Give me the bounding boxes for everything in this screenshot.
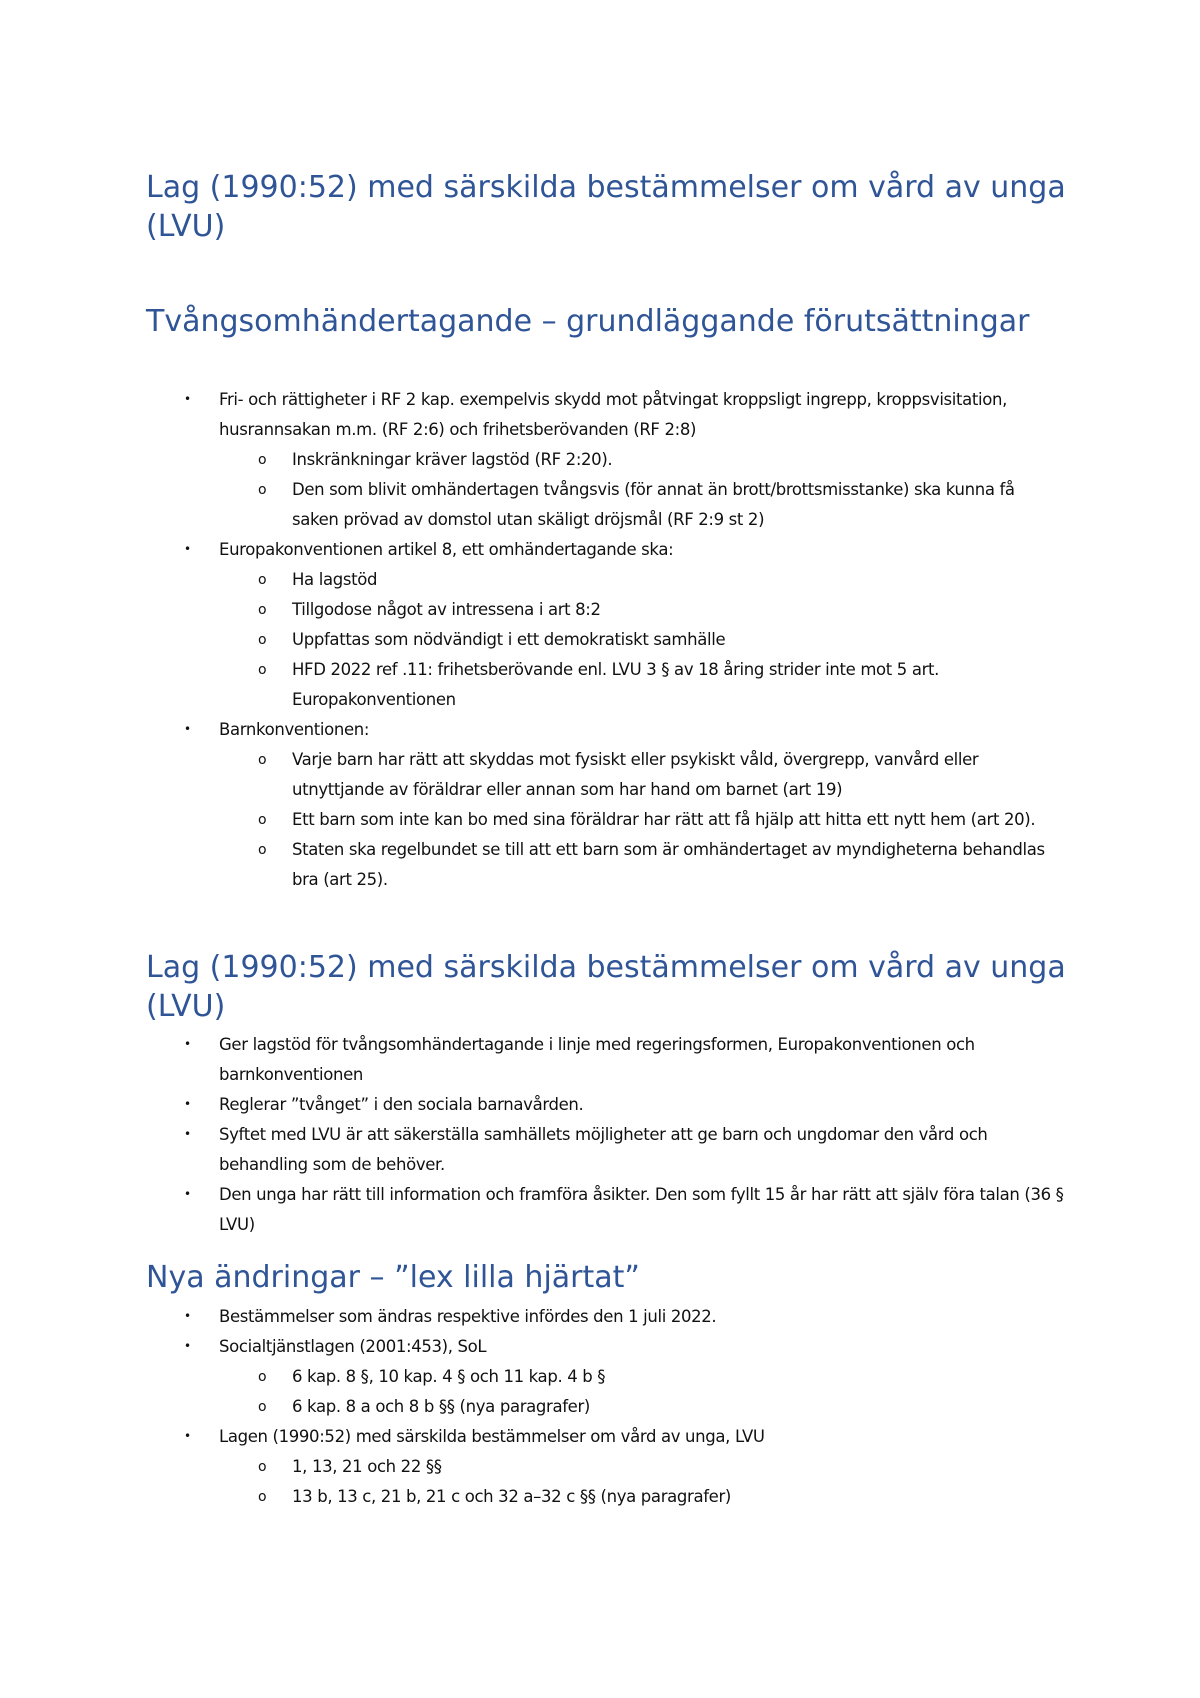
list-item-text: Fri- och rättigheter i RF 2 kap. exempelvis skydd mot påtvingat kroppsligt ingrepp, kroppsvisitation, husrannsakan m.m. (RF 2:6) och frihetsberövanden (RF 2:8) (219, 390, 1008, 439)
list-lvu (0, 1030, 1200, 1240)
list-item (0, 1030, 1069, 1090)
list-item (0, 655, 1062, 715)
list-item-text: Barnkonventionen: (219, 720, 370, 739)
list-item-text: Reglerar ”tvånget” i den sociala barnavården. (219, 1095, 584, 1114)
sub-bullet-icon: o (258, 662, 267, 678)
bullet-icon: • (184, 1097, 191, 1111)
list-item-text: 6 kap. 8 §, 10 kap. 4 § och 11 kap. 4 b § (292, 1367, 606, 1386)
list-item-text: Lagen (1990:52) med särskilda bestämmelser om vård av unga, LVU (219, 1427, 765, 1446)
bullet-icon: • (184, 1187, 191, 1201)
sub-bullet-icon: o (258, 1459, 267, 1475)
list-item (0, 1090, 1069, 1120)
bullet-icon: • (184, 722, 191, 736)
list-item-text: Ger lagstöd för tvångsomhändertagande i linje med regeringsformen, Europakonventionen och barnkonventionen (219, 1035, 975, 1084)
list-item (0, 1302, 1069, 1332)
list-item (0, 1120, 1069, 1180)
heading-nya-andringar: Nya ändringar – ”lex lilla hjärtat” (146, 1260, 640, 1295)
list-item-text: Ett barn som inte kan bo med sina föräldrar har rätt att få hjälp att hitta ett nytt hem (art 20). (292, 810, 1036, 829)
sub-bullet-icon: o (258, 602, 267, 618)
list-item (0, 1362, 1062, 1392)
sub-bullet-icon: o (258, 572, 267, 588)
list-item-text: Staten ska regelbundet se till att ett barn som är omhändertaget av myndigheterna behandlas bra (art 25). (292, 840, 1045, 889)
list-item (0, 445, 1062, 475)
list-item (0, 835, 1062, 895)
list-item (0, 475, 1062, 535)
list-item-text: Syftet med LVU är att säkerställa samhällets möjligheter att ge barn och ungdomar den vård och behandling som de behöver. (219, 1125, 988, 1174)
list-item-text: Socialtjänstlagen (2001:453), SoL (219, 1337, 487, 1356)
list-item-text: 13 b, 13 c, 21 b, 21 c och 32 a–32 c §§ (nya paragrafer) (292, 1487, 731, 1506)
bullet-icon: • (184, 1127, 191, 1141)
list-item-text: Tillgodose något av intressena i art 8:2 (292, 600, 601, 619)
list-item (0, 535, 1069, 565)
sub-bullet-icon: o (258, 452, 267, 468)
list-item (0, 595, 1062, 625)
list-item-text: 1, 13, 21 och 22 §§ (292, 1457, 442, 1476)
list-item (0, 715, 1069, 745)
sub-bullet-icon: o (258, 842, 267, 858)
list-item (0, 625, 1062, 655)
list-item-text: Ha lagstöd (292, 570, 378, 589)
bullet-icon: • (184, 1339, 191, 1353)
list-item (0, 1482, 1062, 1512)
list-item-text: 6 kap. 8 a och 8 b §§ (nya paragrafer) (292, 1397, 591, 1416)
list-item (0, 1180, 1069, 1240)
bullet-icon: • (184, 1429, 191, 1443)
sub-bullet-icon: o (258, 752, 267, 768)
list-item (0, 1392, 1062, 1422)
list-item-text: Uppfattas som nödvändigt i ett demokratiskt samhälle (292, 630, 726, 649)
sub-bullet-icon: o (258, 632, 267, 648)
list-item (0, 745, 1062, 805)
sub-bullet-icon: o (258, 812, 267, 828)
list-item-text: Bestämmelser som ändras respektive infördes den 1 juli 2022. (219, 1307, 717, 1326)
sub-bullet-icon: o (258, 482, 267, 498)
heading-grundlaggande: Tvångsomhändertagande – grundläggande förutsättningar (146, 304, 1030, 339)
heading-lvu-title: Lag (1990:52) med särskilda bestämmelser om vård av unga (LVU) (146, 170, 1066, 244)
list-item (0, 385, 1069, 445)
list-item (0, 805, 1062, 835)
sub-bullet-icon: o (258, 1369, 267, 1385)
bullet-icon: • (184, 542, 191, 556)
list-item (0, 565, 1062, 595)
sub-bullet-icon: o (258, 1489, 267, 1505)
list-nya-andringar (0, 1302, 1200, 1512)
list-item (0, 1422, 1069, 1452)
list-item (0, 1452, 1062, 1482)
list-item-text: Europakonventionen artikel 8, ett omhändertagande ska: (219, 540, 674, 559)
list-item-text: HFD 2022 ref .11: frihetsberövande enl. LVU 3 § av 18 åring strider inte mot 5 art. Europakonventionen (292, 660, 940, 709)
list-item-text: Inskränkningar kräver lagstöd (RF 2:20). (292, 450, 613, 469)
list-item-text: Varje barn har rätt att skyddas mot fysiskt eller psykiskt våld, övergrepp, vanvård eller utnyttjande av föräldrar eller annan som har hand om barnet (art 19) (292, 750, 979, 799)
list-item (0, 1332, 1069, 1362)
heading-lvu-section: Lag (1990:52) med särskilda bestämmelser om vård av unga (LVU) (146, 950, 1066, 1024)
bullet-icon: • (184, 1037, 191, 1051)
bullet-icon: • (184, 1309, 191, 1323)
list-item-text: Den som blivit omhändertagen tvångsvis (för annat än brott/brottsmisstanke) ska kunna få saken prövad av domstol utan skäligt dröjsmål (RF 2:9 st 2) (292, 480, 1015, 529)
sub-bullet-icon: o (258, 1399, 267, 1415)
list-item-text: Den unga har rätt till information och framföra åsikter. Den som fyllt 15 år har rätt att själv föra talan (36 § LVU) (219, 1185, 1064, 1234)
list-grundlaggande (0, 385, 1200, 895)
bullet-icon: • (184, 392, 191, 406)
